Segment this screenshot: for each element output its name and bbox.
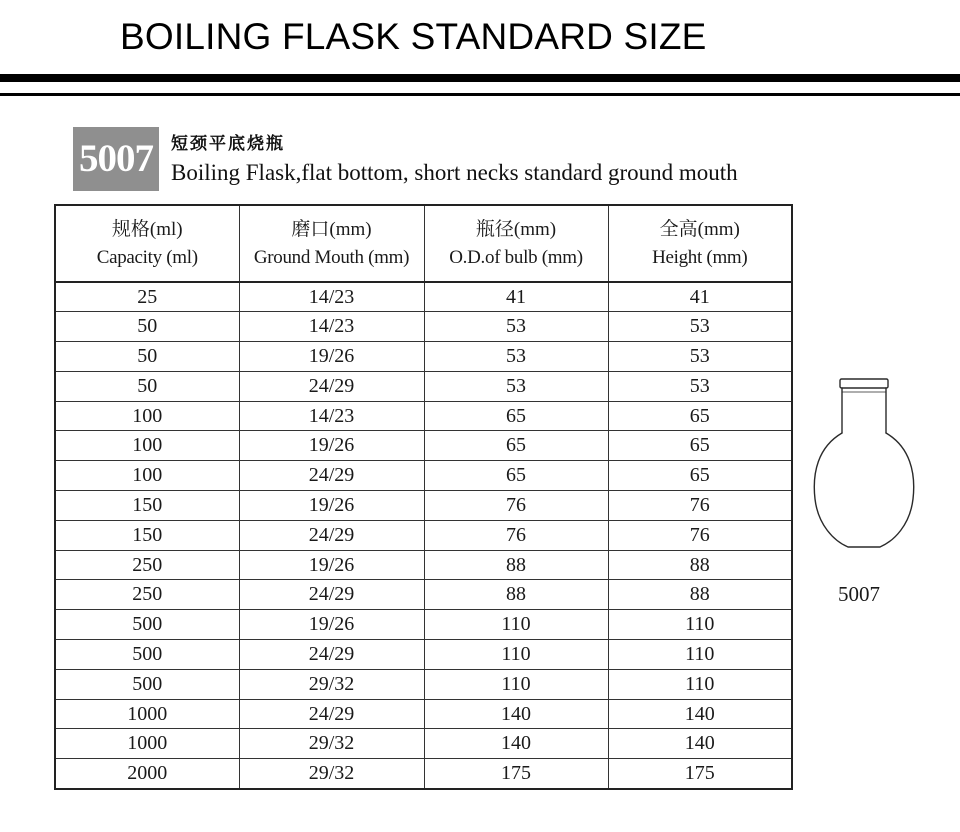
cell-height: 88 <box>608 550 792 580</box>
table-row <box>55 640 792 670</box>
table-row <box>55 431 792 461</box>
cell-ground-mouth: 29/32 <box>239 759 424 789</box>
cell-height: 65 <box>608 401 792 431</box>
cell-capacity: 250 <box>55 580 239 610</box>
product-code-badge: 5007 <box>73 127 159 191</box>
cell-capacity: 2000 <box>55 759 239 789</box>
cell-ground-mouth: 24/29 <box>239 461 424 491</box>
cell-capacity: 500 <box>55 669 239 699</box>
figure-label: 5007 <box>838 582 880 606</box>
cell-height: 140 <box>608 699 792 729</box>
cell-ground-mouth: 24/29 <box>239 640 424 670</box>
cell-capacity: 100 <box>55 401 239 431</box>
header-capacity-cn: 规格(ml) <box>111 218 183 240</box>
cell-ground-mouth: 14/23 <box>239 401 424 431</box>
cell-ground-mouth: 29/32 <box>239 669 424 699</box>
cell-bulb-diameter: 140 <box>424 699 608 729</box>
cell-height: 140 <box>608 729 792 759</box>
table-row <box>55 312 792 342</box>
flat-bottom-flask-icon <box>810 375 920 560</box>
cell-ground-mouth: 24/29 <box>239 699 424 729</box>
table-row <box>55 491 792 521</box>
cell-ground-mouth: 24/29 <box>239 520 424 550</box>
cell-capacity: 500 <box>55 640 239 670</box>
cell-bulb-diameter: 53 <box>424 312 608 342</box>
cell-bulb-diameter: 140 <box>424 729 608 759</box>
header-height-en: Height (mm) <box>652 246 748 268</box>
cell-height: 175 <box>608 759 792 789</box>
cell-ground-mouth: 29/32 <box>239 729 424 759</box>
cell-height: 76 <box>608 491 792 521</box>
cell-bulb-diameter: 41 <box>424 282 608 312</box>
cell-capacity: 1000 <box>55 729 239 759</box>
header-height <box>608 205 792 282</box>
table-row <box>55 461 792 491</box>
table-row <box>55 282 792 312</box>
cell-height: 41 <box>608 282 792 312</box>
cell-height: 65 <box>608 461 792 491</box>
header-bulb-diameter <box>424 205 608 282</box>
table-row <box>55 401 792 431</box>
cell-ground-mouth: 19/26 <box>239 342 424 372</box>
cell-capacity: 1000 <box>55 699 239 729</box>
cell-bulb-diameter: 88 <box>424 550 608 580</box>
table-row <box>55 669 792 699</box>
cell-height: 53 <box>608 312 792 342</box>
cell-ground-mouth: 24/29 <box>239 371 424 401</box>
cell-bulb-diameter: 65 <box>424 401 608 431</box>
product-name-chinese: 短颈平底烧瓶 <box>171 134 285 154</box>
header-capacity <box>55 205 239 282</box>
cell-capacity: 50 <box>55 371 239 401</box>
header-ground-mouth-en: Ground Mouth (mm) <box>253 246 410 268</box>
table-row <box>55 520 792 550</box>
header-ground-mouth <box>239 205 424 282</box>
cell-capacity: 150 <box>55 520 239 550</box>
cell-height: 65 <box>608 431 792 461</box>
cell-bulb-diameter: 110 <box>424 640 608 670</box>
cell-height: 76 <box>608 520 792 550</box>
cell-ground-mouth: 19/26 <box>239 610 424 640</box>
cell-capacity: 100 <box>55 461 239 491</box>
table-row <box>55 759 792 789</box>
cell-height: 110 <box>608 610 792 640</box>
cell-bulb-diameter: 88 <box>424 580 608 610</box>
cell-height: 88 <box>608 580 792 610</box>
cell-capacity: 50 <box>55 312 239 342</box>
table-header-row <box>55 205 792 282</box>
cell-bulb-diameter: 65 <box>424 431 608 461</box>
cell-ground-mouth: 14/23 <box>239 312 424 342</box>
table-row <box>55 729 792 759</box>
cell-capacity: 25 <box>55 282 239 312</box>
cell-ground-mouth: 19/26 <box>239 491 424 521</box>
cell-height: 110 <box>608 669 792 699</box>
cell-bulb-diameter: 65 <box>424 461 608 491</box>
page-title: BOILING FLASK STANDARD SIZE <box>120 16 707 57</box>
product-name-english: Boiling Flask,flat bottom, short necks standard ground mouth <box>171 160 738 185</box>
cell-capacity: 50 <box>55 342 239 372</box>
table-row <box>55 699 792 729</box>
cell-bulb-diameter: 110 <box>424 669 608 699</box>
header-rule-thin <box>0 93 960 96</box>
cell-height: 53 <box>608 371 792 401</box>
cell-capacity: 100 <box>55 431 239 461</box>
cell-height: 110 <box>608 640 792 670</box>
cell-ground-mouth: 19/26 <box>239 550 424 580</box>
cell-ground-mouth: 24/29 <box>239 580 424 610</box>
cell-capacity: 500 <box>55 610 239 640</box>
cell-ground-mouth: 19/26 <box>239 431 424 461</box>
cell-bulb-diameter: 76 <box>424 491 608 521</box>
header-height-cn: 全高(mm) <box>659 218 740 240</box>
table-row <box>55 371 792 401</box>
table-row <box>55 610 792 640</box>
cell-ground-mouth: 14/23 <box>239 282 424 312</box>
cell-bulb-diameter: 53 <box>424 371 608 401</box>
cell-height: 53 <box>608 342 792 372</box>
flask-size-table <box>54 204 793 790</box>
cell-bulb-diameter: 110 <box>424 610 608 640</box>
table-row <box>55 550 792 580</box>
cell-bulb-diameter: 76 <box>424 520 608 550</box>
cell-capacity: 250 <box>55 550 239 580</box>
cell-bulb-diameter: 175 <box>424 759 608 789</box>
header-rule-thick <box>0 74 960 82</box>
table-row <box>55 342 792 372</box>
header-bulb-diameter-cn: 瓶径(mm) <box>475 218 557 240</box>
table-row <box>55 580 792 610</box>
header-bulb-diameter-en: O.D.of bulb (mm) <box>449 246 583 268</box>
header-ground-mouth-cn: 磨口(mm) <box>291 218 372 240</box>
header-capacity-en: Capacity (ml) <box>96 246 198 268</box>
cell-capacity: 150 <box>55 491 239 521</box>
cell-bulb-diameter: 53 <box>424 342 608 372</box>
